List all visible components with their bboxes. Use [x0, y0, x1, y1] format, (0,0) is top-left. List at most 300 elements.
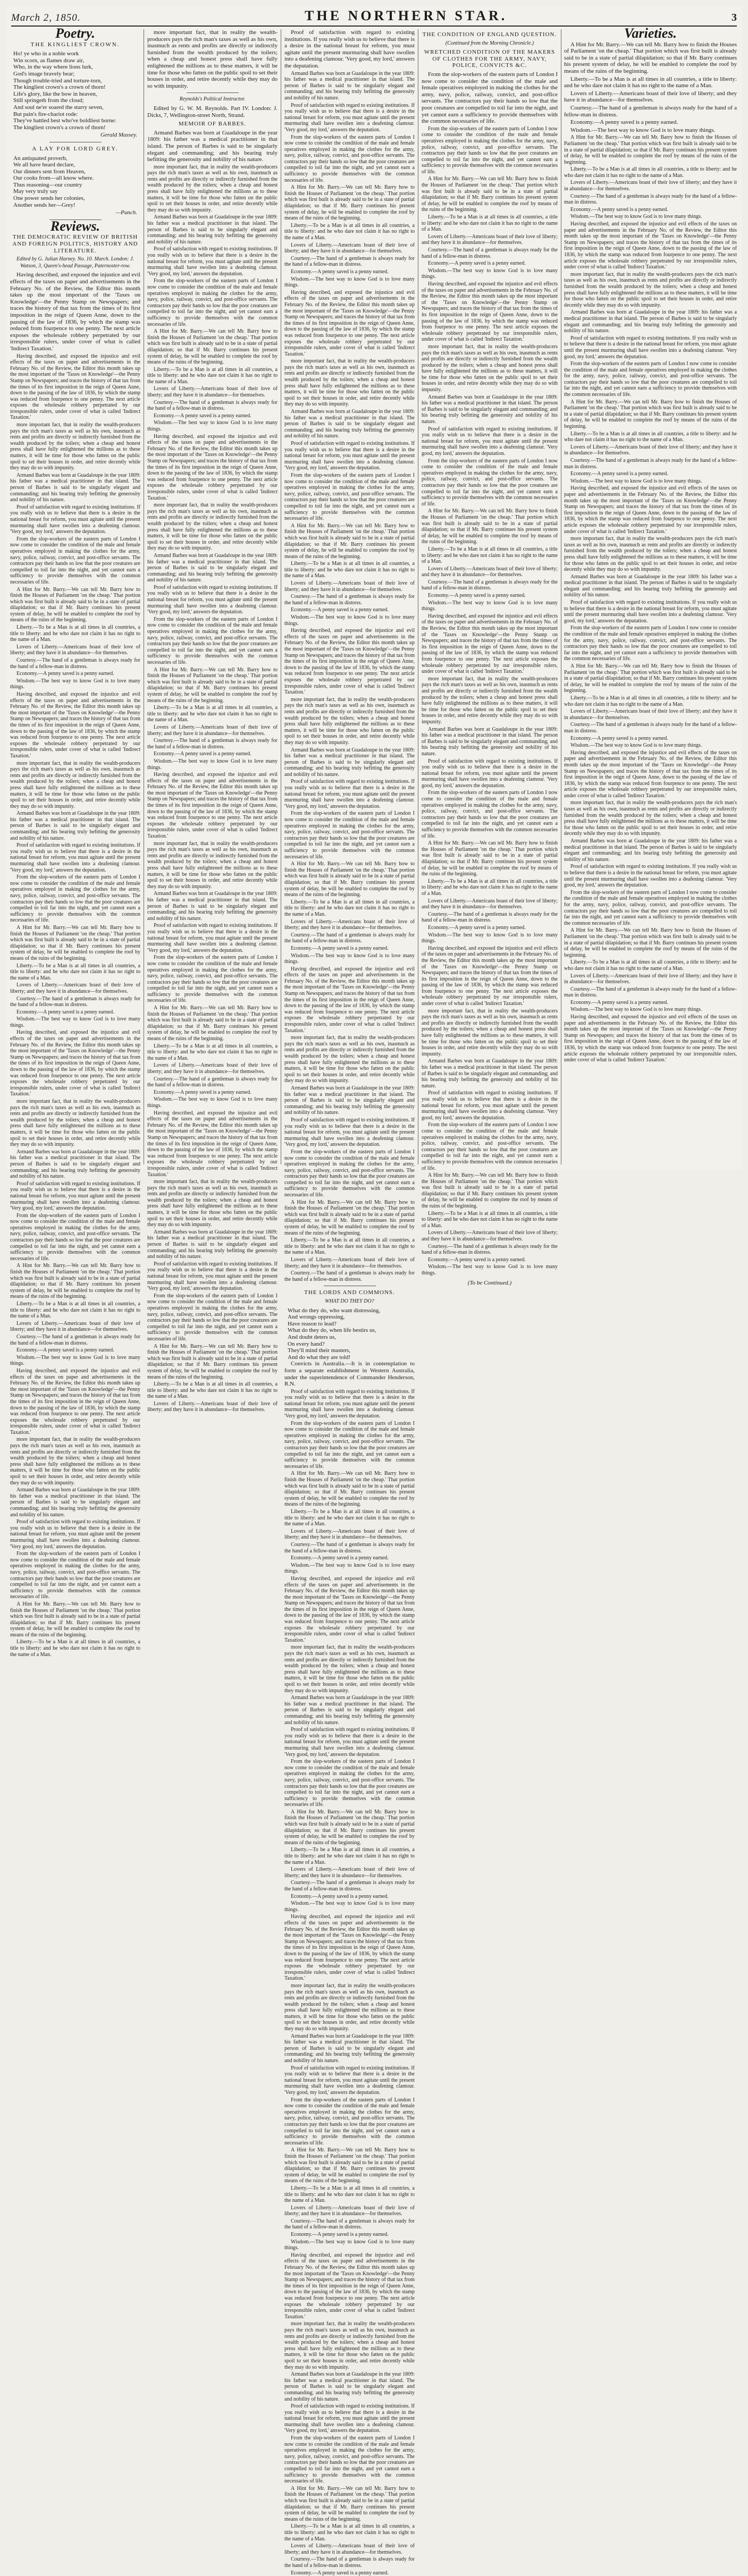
filler-paragraph: A Hint for Mr. Barry.—We can tell Mr. Barry how to finish the Houses of Parliament 'on the cheap.' That portion which was first built is already said to be in a state of partial dilapidation; so that if Mr. Barry continues his present system of delay, he will be enabled to complete the roof by means of the ruins of the beginning. [284, 184, 415, 222]
filler-paragraph: Economy.—A penny saved is a penny earned. [291, 1555, 389, 1561]
filler-paragraph: Having described, and exposed the injustice and evil effects of the taxes on paper and advertisements in the February No. of the Review, the Editor this month takes up the most important of the 'Taxes on Knowledge'—the Penny Stamp on Newspapers; and traces the history of that tax from the times of its first imposition in the reign of Queen Anne, down to the passing of the law of 1836, by which the stamp was reduced from fourpence to one penny. The next article exposes the wholesale robbery perpetrated by our irresponsible rulers, under cover of what is called 'Indirect Taxation.' [564, 221, 737, 271]
filler-paragraph: A Hint for Mr. Barry.—We can tell Mr. Barry how to finish the Houses of Parliament 'on the cheap.' That portion which was first built is already said to be in a state of partial dilapidation; so that if Mr. Barry continues his present system of delay, he will be enabled to complete the roof by means of the ruins of the beginning. [10, 1263, 140, 1300]
column-2 [147, 29, 278, 1413]
filler-paragraph: Wisdom.—The best way to know God is to love many things. [570, 214, 702, 220]
filler-paragraph: Wisdom.—The best way to know God is to love many things. [10, 1016, 140, 1028]
section-heading-varieties: Varieties. [624, 26, 677, 41]
filler-paragraph: Having described, and exposed the injustice and evil effects of the taxes on paper and advertisements in the February No. of the Review, the Editor this month takes up the most important of the 'Taxes on Knowledge'—the Penny Stamp on Newspapers; and traces the history of that tax from the times of its first imposition in the reign of Queen Anne, down to the passing of the law of 1836, by which the stamp was reduced from fourpence to one penny. The next article exposes the wholesale robbery perpetrated by our irresponsible rulers, under cover of what is called 'Indirect Taxation.' [284, 628, 415, 696]
variety-item: Economy.—A penny saved is a penny earned. [570, 119, 678, 126]
filler-paragraph: A Hint for Mr. Barry.—We can tell Mr. Barry how to finish the Houses of Parliament 'on the cheap.' That portion which was first built is already said to be in a state of partial dilapidation; so that if Mr. Barry continues his present system of delay, he will be enabled to complete the roof by means of the ruins of the beginning. [284, 1199, 415, 1236]
filler-paragraph: Lovers of Liberty.—Americans boast of their love of liberty; and they have it in abundance—for themselves. [284, 918, 415, 931]
filler-paragraph: Proof of satisfaction with regard to existing institutions. If you really wish us to believe that there is a desire in the national breast for reform, you must agitate until the present murmuring shall have swollen into a deafening clamour. 'Very good, my lord,' answers the deputation. [284, 1388, 415, 1420]
news-note: Convicts in Australia.—It is in contemplation to form a separate establishment in Western Australia, under the superintendence of Commander Henderson, R.N. [284, 1361, 415, 1388]
filler-paragraph: Courtesy.—The hand of a gentleman is always ready for the hand of a fellow-man in distress. [564, 458, 737, 470]
filler-paragraph: Wisdom.—The best way to know God is to love many things. [284, 952, 415, 965]
filler-paragraph: more important fact, that in reality the wealth-producers pays the rich man's taxes as well as his own, inasmuch as rents and profits are directly or indirectly furnished from the wealth produced by the toilers; when a cheap and honest press shall have fully enlightened the millions as to these matters, it will be time for those who fatten on the public spoil to set their houses in order, and retire decently while they may do so with impunity. [284, 1035, 415, 1084]
filler-paragraph: Armand Barbes was born at Guadaloupe in the year 1809: his father was a medical practitioner in that island. The person of Barbes is said to be singularly elegant and commanding; and his bearing truly befitting the generosity and nobility of his nature. [10, 1487, 140, 1518]
filler-paragraph: Courtesy.—The hand of a gentleman is always ready for the hand of a fellow-man in distress. [564, 193, 737, 206]
filler-paragraph: A Hint for Mr. Barry.—We can tell Mr. Barry how to finish the Houses of Parliament 'on the cheap.' That portion which was first built is already said to be in a state of partial dilapidation; so that if Mr. Barry continues his present system of delay, he will be enabled to complete the roof by means of the ruins of the beginning. [422, 176, 558, 213]
poem-line: Life's glory, like the bow in heaven, [13, 90, 97, 97]
newspaper-page [6, 6, 742, 2576]
filler-paragraph: Economy.—A penny saved is a penny earned. [428, 593, 526, 599]
poem-line: Though trouble-tried and torture-torn, [13, 77, 102, 84]
filler-paragraph: Proof of satisfaction with regard to existing institutions. If you really wish us to believe that there is a desire in the national breast for reform, you must agitate until the present murmuring shall have swollen into a deafening clamour. 'Very good, my lord,' answers the deputation. [147, 584, 278, 615]
filler-paragraph: Lovers of Liberty.—Americans boast of their love of liberty; and they have it in abundance—for themselves. [10, 982, 140, 994]
filler-paragraph: Proof of satisfaction with regard to existing institutions. If you really wish us to believe that there is a desire in the national breast for reform, you must agitate until the present murmuring shall have swollen into a deafening clamour. 'Very good, my lord,' answers the deputation. [284, 1727, 415, 1758]
filler-paragraph: A Hint for Mr. Barry.—We can tell Mr. Barry how to finish the Houses of Parliament 'on the cheap.' That portion which was first built is already said to be in a state of partial dilapidation; so that if Mr. Barry continues his present system of delay, he will be enabled to complete the roof by means of the ruins of the beginning. [284, 1471, 415, 1508]
poem-line: One power sends her colonies, [13, 195, 85, 202]
filler-paragraph: Economy.—A penny saved is a penny earned. [428, 924, 526, 931]
review-body: Having described, and exposed the injustice and evil effects of the taxes on paper and advertisements in the February No. of the Review, the Editor this month takes up the most important of the 'Taxes on Knowledge'—the Penny Stamp on Newspapers; and traces the history of that tax from the times of its first imposition in the reign of Queen Anne, down to the passing of the law of 1836, by which the stamp was reduced from fourpence to one penny. The next article exposes the wholesale robbery perpetrated by our irresponsible rulers, under cover of what is called 'Indirect Taxation.' [10, 272, 140, 352]
filler-paragraph: Armand Barbes was born at Guadaloupe in the year 1809: his father was a medical practitioner in that island. The person of Barbes is said to be singularly elegant and commanding; and his bearing truly befitting the generosity and nobility of his nature. [147, 1229, 278, 1260]
filler-paragraph: From the slop-workers of the eastern parts of London I now come to consider the condition of the male and female operatives employed in making the clothes for the army, navy, police, railway, convict, and post-office servants. The contractors pay their hands so low that the poor creatures are compelled to toil far into the night, and yet cannot earn a sufficiency to provide themselves with the common necessaries of life. [284, 1420, 415, 1469]
filler-paragraph: Liberty.—To be a Man is at all times in all countries, a title to liberty: and he who dare not claim it has no right to the name of a Man. [284, 2523, 415, 2542]
filler-paragraph: From the slop-workers of the eastern parts of London I now come to consider the condition of the male and female operatives employed in making the clothes for the army, navy, police, railway, convict, and post-office servants. The contractors pay their hands so low that the poor creatures are compelled to toil far into the night, and yet cannot earn a sufficiency to provide themselves with the common necessaries of life. [284, 2097, 415, 2146]
filler-paragraph: Having described, and exposed the injustice and evil effects of the taxes on paper and advertisements in the February No. of the Review, the Editor this month takes up the most important of the 'Taxes on Knowledge'—the Penny Stamp on Newspapers; and traces the history of that tax from the times of its first imposition in the reign of Queen Anne, down to the passing of the law of 1836, by which the stamp was reduced from fourpence to one penny. The next article exposes the wholesale robbery perpetrated by our irresponsible rulers, under cover of what is called 'Indirect Taxation.' [284, 966, 415, 1034]
filler-paragraph: Lovers of Liberty.—Americans boast of their love of liberty; and they have it in abundance—for themselves. [147, 1400, 278, 1413]
poem-line: And soul ne'er soared the starry seven, [13, 104, 104, 111]
filler-paragraph: Lovers of Liberty.—Americans boast of their love of liberty; and they have it in abundance—for themselves. [284, 1866, 415, 1879]
filler-paragraph: Liberty.—To be a Man is at all times in all countries, a title to liberty: and he who dare not claim it has no right to the name of a Man. [10, 962, 140, 981]
poem-title: THE LORDS AND COMMONS. [304, 1289, 395, 1296]
filler-paragraph: Armand Barbes was born at Guadaloupe in the year 1809: his father was a medical practitioner in that island. The person of Barbes is said to be singularly elegant and commanding; and his bearing truly befitting the generosity and nobility of his nature. [147, 891, 278, 922]
filler-paragraph: Economy.—A penny saved is a penny earned. [291, 268, 389, 275]
filler-paragraph: A Hint for Mr. Barry.—We can tell Mr. Barry how to finish the Houses of Parliament 'on the cheap.' That portion which was first built is already said to be in a state of partial dilapidation; so that if Mr. Barry continues his present system of delay, he will be enabled to complete the roof by means of the ruins of the beginning. [147, 1343, 278, 1380]
filler-paragraph: A Hint for Mr. Barry.—We can tell Mr. Barry how to finish the Houses of Parliament 'on the cheap.' That portion which was first built is already said to be in a state of partial dilapidation; so that if Mr. Barry continues his present system of delay, he will be enabled to complete the roof by means of the ruins of the beginning. [564, 663, 737, 694]
filler-paragraph: Liberty.—To be a Man is at all times in all countries, a title to liberty: and he who dare not claim it has no right to the name of a Man. [147, 366, 278, 385]
article-subheading: WRETCHED CONDITION OF THE MAKERS OF CLOTHES FOR THE ARMY, NAVY, POLICE, CONVICTS &C. [424, 49, 556, 69]
filler-paragraph: Wisdom.—The best way to know God is to love many things. [570, 1007, 702, 1013]
filler-paragraph: Having described, and exposed the injustice and evil effects of the taxes on paper and advertisements in the February No. of the Review, the Editor this month takes up the most important of the 'Taxes on Knowledge'—the Penny Stamp on Newspapers; and traces the history of that tax from the times of its first imposition in the reign of Queen Anne, down to the passing of the law of 1836, by which the stamp was reduced from fourpence to one penny. The next article exposes the wholesale robbery perpetrated by our irresponsible rulers, under cover of what is called 'Indirect Taxation.' [284, 1575, 415, 1643]
filler-paragraph: Lovers of Liberty.—Americans boast of their love of liberty; and they have it in abundance—for themselves. [284, 580, 415, 593]
filler-paragraph: Liberty.—To be a Man is at all times in all countries, a title to liberty: and he who dare not claim it has no right to the name of a Man. [422, 214, 558, 233]
column-3 [284, 29, 415, 2576]
filler-paragraph: Lovers of Liberty.—Americans boast of their love of liberty; and they have it in abundance—for themselves. [564, 180, 737, 192]
filler-paragraph: From the slop-workers of the eastern parts of London I now come to consider the condition of the male and female operatives employed in making the clothes for the army, navy, police, railway, convict, and post-office servants. The contractors pay their hands so low that the poor creatures are compelled to toil far into the night, and yet cannot earn a sufficiency to provide themselves with the common necessaries of life. [10, 536, 140, 585]
filler-paragraph: Proof of satisfaction with regard to existing institutions. If you really wish us to believe that there is a desire in the national breast for reform, you must agitate until the present murmuring shall have swollen into a deafening clamour. 'Very good, my lord,' answers the deputation. [564, 335, 737, 360]
filler-paragraph: A Hint for Mr. Barry.—We can tell Mr. Barry how to finish the Houses of Parliament 'on the cheap.' That portion which was first built is already said to be in a state of partial dilapidation; so that if Mr. Barry continues his present system of delay, he will be enabled to complete the roof by means of the ruins of the beginning. [284, 2147, 415, 2184]
filler-paragraph: Courtesy.—The hand of a gentleman is always ready for the hand of a fellow-man in distress. [284, 2556, 415, 2569]
filler-paragraph: Economy.—A penny saved is a penny earned. [291, 607, 389, 613]
filler-paragraph: more important fact, that in reality the wealth-producers pays the rich man's taxes as well as his own, inasmuch as rents and profits are directly or indirectly furnished from the wealth produced by the toilers; when a cheap and honest press shall have fully enlightened the millions as to these matters, it will be time for those who fatten on the public spoil to set their houses in order, and retire decently while they may do so with impunity. [147, 840, 278, 890]
filler-paragraph: Having described, and exposed the injustice and evil effects of the taxes on paper and advertisements in the February No. of the Review, the Editor this month takes up the most important of the 'Taxes on Knowledge'—the Penny Stamp on Newspapers; and traces the history of that tax from the times of its first imposition in the reign of Queen Anne, down to the passing of the law of 1836, by which the stamp was reduced from fourpence to one penny. The next article exposes the wholesale robbery perpetrated by our irresponsible rulers, under cover of what is called 'Indirect Taxation.' [422, 945, 558, 1007]
filler-paragraph: Armand Barbes was born at Guadaloupe in the year 1809: his father was a medical practitioner in that island. The person of Barbes is said to be singularly elegant and commanding; and his bearing truly befitting the generosity and nobility of his nature. [147, 214, 278, 245]
filler-paragraph: Having described, and exposed the injustice and evil effects of the taxes on paper and advertisements in the February No. of the Review, the Editor this month takes up the most important of the 'Taxes on Knowledge'—the Penny Stamp on Newspapers; and traces the history of that tax from the times of its first imposition in the reign of Queen Anne, down to the passing of the law of 1836, by which the stamp was reduced from fourpence to one penny. The next article exposes the wholesale robbery perpetrated by our irresponsible rulers, under cover of what is called 'Indirect Taxation.' [284, 289, 415, 357]
memoir-heading: MEMOIR OF BARBES. [178, 121, 247, 128]
filler-paragraph: Economy.—A penny saved is a penny earned. [16, 671, 114, 677]
filler-paragraph: Economy.—A penny saved is a penny earned. [154, 412, 251, 419]
filler-paragraph: Economy.—A penny saved is a penny earned. [428, 260, 526, 267]
poem-line: An antiquated proverb, [13, 155, 68, 162]
poem-line: God's image bravely bear; [13, 70, 75, 77]
poem-line: And doubt deters us, [288, 1333, 337, 1340]
filler-paragraph: Wisdom.—The best way to know God is to love many things. [147, 1096, 278, 1109]
filler-paragraph: more important fact, that in reality the wealth-producers pays the rich man's taxes as well as his own, inasmuch as rents and profits are directly or indirectly furnished from the wealth produced by the toilers; when a cheap and honest press shall have fully enlightened the millions as to these matters, it will be time for those who fatten on the public spoil to set their houses in order, and retire decently while they may do so with impunity. [284, 1644, 415, 1694]
filler-paragraph: Armand Barbes was born at Guadaloupe in the year 1809: his father was a medical practitioner in that island. The person of Barbes is said to be singularly elegant and commanding; and his bearing truly befitting the generosity and nobility of his nature. [284, 2371, 415, 2402]
poem-line: Still springeth from the cloud; [13, 97, 84, 104]
filler-paragraph: Proof of satisfaction with regard to existing institutions. If you really wish us to believe that there is a desire in the national breast for reform, you must agitate until the present murmuring shall have swollen into a deafening clamour. 'Very good, my lord,' answers the deputation. [284, 102, 415, 133]
filler-paragraph: Economy.—A penny saved is a penny earned. [570, 735, 668, 741]
notice-text: Edited by G. W. M. Reynolds. Part IV. London: J. Dicks, 7, Wellington-street North, Strand. [147, 105, 278, 119]
filler-paragraph: Liberty.—To be a Man is at all times in all countries, a title to liberty: and he who dare not claim it has no right to the name of a Man. [147, 1043, 278, 1061]
filler-paragraph: A Hint for Mr. Barry.—We can tell Mr. Barry how to finish the Houses of Parliament 'on the cheap.' That portion which was first built is already said to be in a state of partial dilapidation; so that if Mr. Barry continues his present system of delay, he will be enabled to complete the roof by means of the ruins of the beginning. [422, 508, 558, 545]
filler-paragraph: Courtesy.—The hand of a gentleman is always ready for the hand of a fellow-man in distress. [147, 399, 278, 412]
poem-subtitle: WHAT DO THEY DO? [325, 1298, 374, 1304]
poem-line: The kingliest crown's a crown of thorn! [13, 84, 106, 91]
filler-paragraph: more important fact, that in reality the wealth-producers pays the rich man's taxes as well as his own, inasmuch as rents and profits are directly or indirectly furnished from the wealth produced by the toilers; when a cheap and honest press shall have fully enlightened the millions as to these matters, it will be time for those who fatten on the public spoil to set their houses in order, and retire decently while they may do so with impunity. [10, 1437, 140, 1486]
filler-paragraph: Liberty.—To be a Man is at all times in all countries, a title to liberty: and he who dare not claim it has no right to the name of a Man. [422, 878, 558, 897]
filler-paragraph: Economy.—A penny saved is a penny earned. [154, 1089, 251, 1095]
filler-paragraph: Economy.—A penny saved is a penny earned. [154, 751, 251, 757]
filler-paragraph: Lovers of Liberty.—Americans boast of their love of liberty; and they have it in abundance—for themselves. [10, 1320, 140, 1333]
poem-line: They've battled best who've boldliest borne: [13, 117, 116, 124]
filler-paragraph: Having described, and exposed the injustice and evil effects of the taxes on paper and advertisements in the February No. of the Review, the Editor this month takes up the most important of the 'Taxes on Knowledge'—the Penny Stamp on Newspapers; and traces the history of that tax from the times of its first imposition in the reign of Queen Anne, down to the passing of the law of 1836, by which the stamp was reduced from fourpence to one penny. The next article exposes the wholesale robbery perpetrated by our irresponsible rulers, under cover of what is called 'Indirect Taxation.' [10, 1029, 140, 1097]
filler-paragraph: Having described, and exposed the injustice and evil effects of the taxes on paper and advertisements in the February No. of the Review, the Editor this month takes up the most important of the 'Taxes on Knowledge'—the Penny Stamp on Newspapers; and traces the history of that tax from the times of its first imposition in the reign of Queen Anne, down to the passing of the law of 1836, by which the stamp was reduced from fourpence to one penny. The next article exposes the wholesale robbery perpetrated by our irresponsible rulers, under cover of what is called 'Indirect Taxation.' [284, 2252, 415, 2320]
filler-paragraph: Liberty.—To be a Man is at all times in all countries, a title to liberty: and he who dare not claim it has no right to the name of a Man. [147, 1381, 278, 1400]
filler-paragraph: Lovers of Liberty.—Americans boast of their love of liberty; and they have it in abundance—for themselves. [284, 1257, 415, 1269]
variety-item: Lovers of Liberty.—Americans boast of their love of liberty; and they have it in abundance—for themselves. [564, 90, 737, 104]
filler-paragraph: Economy.—A penny saved is a penny earned. [291, 2232, 389, 2238]
filler-paragraph: Economy.—A penny saved is a penny earned. [428, 1256, 526, 1263]
filler-paragraph: Proof of satisfaction with regard to existing institutions. If you really wish us to believe that there is a desire in the national breast for reform, you must agitate until the present murmuring shall have swollen into a deafening clamour. 'Very good, my lord,' answers the deputation. [284, 1117, 415, 1148]
poem-line: And do what they are told! [288, 1354, 351, 1361]
column-filler-text [284, 1389, 415, 2576]
filler-paragraph: Wisdom.—The best way to know God is to love many things. [422, 932, 558, 944]
filler-paragraph: From the slop-workers of the eastern parts of London I now come to consider the condition of the male and female operatives employed in making the clothes for the army, navy, police, railway, convict, and post-office servants. The contractors pay their hands so low that the poor creatures are compelled to toil far into the night, and yet cannot earn a sufficiency to provide themselves with the common necessaries of life. [147, 955, 278, 1004]
filler-paragraph: A Hint for Mr. Barry.—We can tell Mr. Barry how to finish the Houses of Parliament 'on the cheap.' That portion which was first built is already said to be in a state of partial dilapidation; so that if Mr. Barry continues his present system of delay, he will be enabled to complete the roof by means of the ruins of the beginning. [564, 134, 737, 165]
filler-paragraph: more important fact, that in reality the wealth-producers pays the rich man's taxes as well as his own, inasmuch as rents and profits are directly or indirectly furnished from the wealth produced by the toilers; when a cheap and honest press shall have fully enlightened the millions as to these matters, it will be time for those who fatten on the public spoil to set their houses in order, and retire decently while they may do so with impunity. [10, 1099, 140, 1148]
filler-paragraph: Proof of satisfaction with regard to existing institutions. If you really wish us to believe that there is a desire in the national breast for reform, you must agitate until the present murmuring shall have swollen into a deafening clamour. 'Very good, my lord,' answers the deputation. [284, 441, 415, 471]
filler-paragraph: Proof of satisfaction with regard to existing institutions. If you really wish us to believe that there is a desire in the national breast for reform, you must agitate until the present murmuring shall have swollen into a deafening clamour. 'Very good, my lord,' answers the deputation. [284, 2403, 415, 2434]
poem-author: —Punch. [115, 209, 137, 216]
filler-paragraph: Liberty.—To be a Man is at all times in all countries, a title to liberty: and he who dare not claim it has no right to the name of a Man. [564, 695, 737, 707]
filler-paragraph: A Hint for Mr. Barry.—We can tell Mr. Barry how to finish the Houses of Parliament 'on the cheap.' That portion which was first built is already said to be in a state of partial dilapidation; so that if Mr. Barry continues his present system of delay, he will be enabled to complete the roof by means of the ruins of the beginning. [10, 586, 140, 623]
filler-paragraph: A Hint for Mr. Barry.—We can tell Mr. Barry how to finish the Houses of Parliament 'on the cheap.' That portion which was first built is already said to be in a state of partial dilapidation; so that if Mr. Barry continues his present system of delay, he will be enabled to complete the roof by means of the ruins of the beginning. [147, 1005, 278, 1042]
filler-paragraph: Lovers of Liberty.—Americans boast of their love of liberty; and they have it in abundance—for themselves. [422, 565, 558, 578]
filler-paragraph: A Hint for Mr. Barry.—We can tell Mr. Barry how to finish the Houses of Parliament 'on the cheap.' That portion which was first built is already said to be in a state of partial dilapidation; so that if Mr. Barry continues his present system of delay, he will be enabled to complete the roof by means of the ruins of the beginning. [147, 666, 278, 704]
filler-paragraph: more important fact, that in reality the wealth-producers pays the rich man's taxes as well as his own, inasmuch as rents and profits are directly or indirectly furnished from the wealth produced by the toilers; when a cheap and honest press shall have fully enlightened the millions as to these matters, it will be time for those who fatten on the public spoil to set their houses in order, and retire decently while they may do so with impunity. [284, 1982, 415, 2032]
filler-paragraph: more important fact, that in reality the wealth-producers pays the rich man's taxes as well as his own, inasmuch as rents and profits are directly or indirectly furnished from the wealth produced by the toilers; when a cheap and honest press shall have fully enlightened the millions as to these matters, it will be time for those who fatten on the public spoil to set their houses in order, and retire decently while they may do so with impunity. [564, 800, 737, 837]
article-body: From the slop-workers of the eastern parts of London I now come to consider the condition of the male and female operatives employed in making the clothes for the army, navy, police, railway, convict, and post-office servants. The contractors pay their hands so low that the poor creatures are compelled to toil far into the night, and yet cannot earn a sufficiency to provide themselves with the common necessaries of life. [422, 71, 558, 125]
filler-paragraph: From the slop-workers of the eastern parts of London I now come to consider the condition of the male and female operatives employed in making the clothes for the army, navy, police, railway, convict, and post-office servants. The contractors pay their hands so low that the poor creatures are compelled to toil far into the night, and yet cannot earn a sufficiency to provide themselves with the common necessaries of life. [284, 134, 415, 183]
poem-line: Who, in the way where lions lurk, [13, 64, 93, 71]
filler-paragraph: Wisdom.—The best way to know God is to love many things. [10, 678, 140, 690]
page-number: 3 [731, 12, 737, 23]
filler-paragraph: more important fact, that in reality the wealth-producers pays the rich man's taxes as well as his own, inasmuch as rents and profits are directly or indirectly furnished from the wealth produced by the toilers; when a cheap and honest press shall have fully enlightened the millions as to these matters, it will be time for those who fatten on the public spoil to set their houses in order, and retire decently while they may do so with impunity. [10, 760, 140, 809]
filler-paragraph: A Hint for Mr. Barry.—We can tell Mr. Barry how to finish the Houses of Parliament 'on the cheap.' That portion which was first built is already said to be in a state of partial dilapidation; so that if Mr. Barry continues his present system of delay, he will be enabled to complete the roof by means of the ruins of the beginning. [147, 328, 278, 366]
filler-paragraph: Armand Barbes was born at Guadaloupe in the year 1809: his father was a medical practitioner in that island. The person of Barbes is said to be singularly elegant and commanding; and his bearing truly befitting the generosity and nobility of his nature. [284, 1085, 415, 1116]
column-4 [422, 29, 558, 1286]
review-title: THE DEMOCRATIC REVIEW OF BRITISH AND FOREIGN POLITICS, HISTORY AND LITERATURE. [12, 234, 138, 254]
poem-author: Gerald Massey. [100, 132, 137, 139]
filler-paragraph: more important fact, that in reality the wealth-producers pays the rich man's taxes as well as his own, inasmuch as rents and profits are directly or indirectly furnished from the wealth produced by the toilers; when a cheap and honest press shall have fully enlightened the millions as to these matters, it will be time for those who fatten on the public spoil to set their houses in order, and retire decently while they may do so with impunity. [564, 271, 737, 308]
filler-paragraph: more important fact, that in reality the wealth-producers pays the rich man's taxes as well as his own, inasmuch as rents and profits are directly or indirectly furnished from the wealth produced by the toilers; when a cheap and honest press shall have fully enlightened the millions as to these matters, it will be time for those who fatten on the public spoil to set their houses in order, and retire decently while they may do so with impunity. [10, 422, 140, 471]
filler-paragraph: Armand Barbes was born at Guadaloupe in the year 1809: his father was a medical practitioner in that island. The person of Barbes is said to be singularly elegant and commanding; and his bearing truly befitting the generosity and nobility of his nature. [10, 472, 140, 503]
column-1 [10, 26, 140, 1658]
filler-paragraph: Armand Barbes was born at Guadaloupe in the year 1809: his father was a medical practitioner in that island. The person of Barbes is said to be singularly elegant and commanding; and his bearing truly befitting the generosity and nobility of his nature. [284, 70, 415, 101]
filler-paragraph: Economy.—A penny saved is a penny earned. [570, 999, 668, 1006]
filler-paragraph: more important fact, that in reality the wealth-producers pays the rich man's taxes as well as his own, inasmuch as rents and profits are directly or indirectly furnished from the wealth produced by the toilers; when a cheap and honest press shall have fully enlightened the millions as to these matters, it will be time for those who fatten on the public spoil to set their houses in order, and retire decently while they may do so with impunity. [147, 502, 278, 552]
filler-paragraph: Liberty.—To be a Man is at all times in all countries, a title to liberty: and he who dare not claim it has no right to the name of a Man. [422, 546, 558, 565]
filler-paragraph: From the slop-workers of the eastern parts of London I now come to consider the condition of the male and female operatives employed in making the clothes for the army, navy, police, railway, convict, and post-office servants. The contractors pay their hands so low that the poor creatures are compelled to toil far into the night, and yet cannot earn a sufficiency to provide themselves with the common necessaries of life. [422, 125, 558, 175]
filler-paragraph: Having described, and exposed the injustice and evil effects of the taxes on paper and advertisements in the February No. of the Review, the Editor this month takes up the most important of the 'Taxes on Knowledge'—the Penny Stamp on Newspapers; and traces the history of that tax from the times of its first imposition in the reign of Queen Anne, down to the passing of the law of 1836, by which the stamp was reduced from fourpence to one penny. The next article exposes the wholesale robbery perpetrated by our irresponsible rulers, under cover of what is called 'Indirect Taxation.' [10, 353, 140, 421]
filler-paragraph: A Hint for Mr. Barry.—We can tell Mr. Barry how to finish the Houses of Parliament 'on the cheap.' That portion which was first built is already said to be in a state of partial dilapidation; so that if Mr. Barry continues his present system of delay, he will be enabled to complete the roof by means of the ruins of the beginning. [284, 522, 415, 560]
filler-paragraph: Lovers of Liberty.—Americans boast of their love of liberty; and they have it in abundance—for themselves. [147, 1062, 278, 1075]
filler-paragraph: Lovers of Liberty.—Americans boast of their love of liberty; and they have it in abundance—for themselves. [284, 242, 415, 255]
filler-paragraph: more important fact, that in reality the wealth-producers pays the rich man's taxes as well as his own, inasmuch as rents and profits are directly or indirectly furnished from the wealth produced by the toilers; when a cheap and honest press shall have fully enlightened the millions as to these matters, it will be time for those who fatten on the public spoil to set their houses in order, and retire decently while they may do so with impunity. [284, 696, 415, 746]
filler-paragraph: Proof of satisfaction with regard to existing institutions. If you really wish us to believe that there is a desire in the national breast for reform, you must agitate until the present murmuring shall have swollen into a deafening clamour. 'Very good, my lord,' answers the deputation. [422, 426, 558, 457]
filler-paragraph: Economy.—A penny saved is a penny earned. [291, 1893, 389, 1899]
filler-paragraph: Having described, and exposed the injustice and evil effects of the taxes on paper and advertisements in the February No. of the Review, the Editor this month takes up the most important of the 'Taxes on Knowledge'—the Penny Stamp on Newspapers; and traces the history of that tax from the times of its first imposition in the reign of Queen Anne, down to the passing of the law of 1836, by which the stamp was reduced from fourpence to one penny. The next article exposes the wholesale robbery perpetrated by our irresponsible rulers, under cover of what is called 'Indirect Taxation.' [422, 613, 558, 675]
filler-paragraph: Wisdom.—The best way to know God is to love many things. [570, 478, 702, 484]
filler-paragraph: Courtesy.—The hand of a gentleman is always ready for the hand of a fellow-man in distress. [147, 738, 278, 750]
filler-paragraph: A Hint for Mr. Barry.—We can tell Mr. Barry how to finish the Houses of Parliament 'on the cheap.' That portion which was first built is already said to be in a state of partial dilapidation; so that if Mr. Barry continues his present system of delay, he will be enabled to complete the roof by means of the ruins of the beginning. [284, 2485, 415, 2522]
poem-line: But pain's fire-chariot rode: [13, 111, 78, 117]
filler-paragraph: Liberty.—To be a Man is at all times in all countries, a title to liberty: and he who dare not claim it has no right to the name of a Man. [564, 166, 737, 179]
filler-paragraph: Liberty.—To be a Man is at all times in all countries, a title to liberty: and he who dare not claim it has no right to the name of a Man. [284, 561, 415, 579]
filler-paragraph: Lovers of Liberty.—Americans boast of their love of liberty; and they have it in abundance—for themselves. [422, 898, 558, 910]
article-body: Proof of satisfaction with regard to existing institutions. If you really wish us to believe that there is a desire in the national breast for reform, you must agitate until the present murmuring shall have swollen into a deafening clamour. 'Very good, my lord,' answers the deputation. [284, 29, 415, 69]
filler-paragraph: Courtesy.—The hand of a gentleman is always ready for the hand of a fellow-man in distress. [422, 579, 558, 592]
poem-line: We all have heard declare, [13, 162, 75, 168]
filler-paragraph: Courtesy.—The hand of a gentleman is always ready for the hand of a fellow-man in distress. [284, 1880, 415, 1892]
filler-paragraph: Courtesy.—The hand of a gentleman is always ready for the hand of a fellow-man in distress. [284, 255, 415, 268]
filler-paragraph: Lovers of Liberty.—Americans boast of their love of liberty; and they have it in abundance—for themselves. [564, 973, 737, 985]
memoir-text: Armand Barbes was born at Guadaloupe in the year 1809: his father was a medical practitioner in that island. The person of Barbes is said to be singularly elegant and commanding; and his bearing truly befitting the generosity and nobility of his nature. [147, 129, 278, 163]
filler-paragraph: more important fact, that in reality the wealth-producers pays the rich man's taxes as well as his own, inasmuch as rents and profits are directly or indirectly furnished from the wealth produced by the toilers; when a cheap and honest press shall have fully enlightened the millions as to these matters, it will be time for those who fatten on the public spoil to set their houses in order, and retire decently while they may do so with impunity. [284, 2321, 415, 2370]
filler-paragraph: Courtesy.—The hand of a gentleman is always ready for the hand of a fellow-man in distress. [284, 932, 415, 944]
continued-note: (To be Continued.) [467, 1279, 512, 1286]
column-filler-text [284, 71, 415, 1283]
filler-paragraph: Lovers of Liberty.—Americans boast of their love of liberty; and they have it in abundance—for themselves. [147, 386, 278, 399]
filler-paragraph: Economy.—A penny saved is a penny earned. [16, 1009, 114, 1015]
filler-paragraph: Proof of satisfaction with regard to existing institutions. If you really wish us to believe that there is a desire in the national breast for reform, you must agitate until the present murmuring shall have swollen into a deafening clamour. 'Very good, my lord,' answers the deputation. [564, 599, 737, 624]
filler-paragraph: Proof of satisfaction with regard to existing institutions. If you really wish us to believe that there is a desire in the national breast for reform, you must agitate until the present murmuring shall have swollen into a deafening clamour. 'Very good, my lord,' answers the deputation. [10, 1180, 140, 1212]
filler-paragraph: A Hint for Mr. Barry.—We can tell Mr. Barry how to finish the Houses of Parliament 'on the cheap.' That portion which was first built is already said to be in a state of partial dilapidation; so that if Mr. Barry continues his present system of delay, he will be enabled to complete the roof by means of the ruins of the beginning. [284, 861, 415, 898]
filler-paragraph: From the slop-workers of the eastern parts of London I now come to consider the condition of the male and female operatives employed in making the clothes for the army, navy, police, railway, convict, and post-office servants. The contractors pay their hands so low that the poor creatures are compelled to toil far into the night, and yet cannot earn a sufficiency to provide themselves with the common necessaries of life. [422, 458, 558, 507]
filler-paragraph: Lovers of Liberty.—Americans boast of their love of liberty; and they have it in abundance—for themselves. [10, 644, 140, 656]
poem-line: Ho! ye who in a noble work [13, 50, 79, 57]
filler-paragraph: From the slop-workers of the eastern parts of London I now come to consider the condition of the male and female operatives employed in making the clothes for the army, navy, police, railway, convict, and post-office servants. The contractors pay their hands so low that the poor creatures are compelled to toil far into the night, and yet cannot earn a sufficiency to provide themselves with the common necessaries of life. [564, 361, 737, 398]
variety-item: A Hint for Mr. Barry.—We can tell Mr. Barry how to finish the Houses of Parliament 'on the cheap.' That portion which was first built is already said to be in a state of partial dilapidation; so that if Mr. Barry continues his present system of delay, he will be enabled to complete the roof by means of the ruins of the beginning. [564, 41, 737, 74]
filler-paragraph: Liberty.—To be a Man is at all times in all countries, a title to liberty: and he who dare not claim it has no right to the name of a Man. [284, 1847, 415, 1865]
poem-line: Another sends her—Grey! [13, 201, 75, 208]
filler-paragraph: more important fact, that in reality the wealth-producers pays the rich man's taxes as well as his own, inasmuch as rents and profits are directly or indirectly furnished from the wealth produced by the toilers; when a cheap and honest press shall have fully enlightened the millions as to these matters, it will be time for those who fatten on the public spoil to set their houses in order, and retire decently while they may do so with impunity. [147, 164, 278, 213]
filler-paragraph: more important fact, that in reality the wealth-producers pays the rich man's taxes as well as his own, inasmuch as rents and profits are directly or indirectly furnished from the wealth produced by the toilers; when a cheap and honest press shall have fully enlightened the millions as to these matters, it will be time for those who fatten on the public spoil to set their houses in order, and retire decently while they may do so with impunity. [284, 358, 415, 408]
filler-paragraph: Armand Barbes was born at Guadaloupe in the year 1809: his father was a medical practitioner in that island. The person of Barbes is said to be singularly elegant and commanding; and his bearing truly befitting the generosity and nobility of his nature. [284, 747, 415, 778]
filler-paragraph: Courtesy.—The hand of a gentleman is always ready for the hand of a fellow-man in distress. [422, 247, 558, 259]
filler-paragraph: Courtesy.—The hand of a gentleman is always ready for the hand of a fellow-man in distress. [422, 1243, 558, 1256]
filler-paragraph: From the slop-workers of the eastern parts of London I now come to consider the condition of the male and female operatives employed in making the clothes for the army, navy, police, railway, convict, and post-office servants. The contractors pay their hands so low that the poor creatures are compelled to toil far into the night, and yet cannot earn a sufficiency to provide themselves with the common necessaries of life. [147, 616, 278, 665]
filler-paragraph: Liberty.—To be a Man is at all times in all countries, a title to liberty: and he who dare not claim it has no right to the name of a Man. [147, 705, 278, 723]
filler-paragraph: Liberty.—To be a Man is at all times in all countries, a title to liberty: and he who dare not claim it has no right to the name of a Man. [564, 430, 737, 443]
filler-paragraph: Proof of satisfaction with regard to existing institutions. If you really wish us to believe that there is a desire in the national breast for reform, you must agitate until the present murmuring shall have swollen into a deafening clamour. 'Very good, my lord,' answers the deputation. [284, 2065, 415, 2096]
filler-paragraph: Armand Barbes was born at Guadaloupe in the year 1809: his father was a medical practitioner in that island. The person of Barbes is said to be singularly elegant and commanding; and his bearing truly befitting the generosity and nobility of his nature. [422, 394, 558, 425]
filler-paragraph: Proof of satisfaction with regard to existing institutions. If you really wish us to believe that there is a desire in the national breast for reform, you must agitate until the present murmuring shall have swollen into a deafening clamour. 'Very good, my lord,' answers the deputation. [147, 246, 278, 277]
filler-paragraph: Economy.—A penny saved is a penny earned. [291, 2570, 389, 2576]
filler-paragraph: From the slop-workers of the eastern parts of London I now come to consider the condition of the male and female operatives employed in making the clothes for the army, navy, police, railway, convict, and post-office servants. The contractors pay their hands so low that the poor creatures are compelled to toil far into the night, and yet cannot earn a sufficiency to provide themselves with the common necessaries of life. [10, 1212, 140, 1262]
column-5 [564, 26, 737, 1165]
filler-paragraph: Lovers of Liberty.—Americans boast of their love of liberty; and they have it in abundance—for themselves. [284, 2543, 415, 2555]
filler-paragraph: Proof of satisfaction with regard to existing institutions. If you really wish us to believe that there is a desire in the national breast for reform, you must agitate until the present murmuring shall have swollen into a deafening clamour. 'Very good, my lord,' answers the deputation. [564, 864, 737, 889]
filler-paragraph: more important fact, that in reality the wealth-producers pays the rich man's taxes as well as his own, inasmuch as rents and profits are directly or indirectly furnished from the wealth produced by the toilers; when a cheap and honest press shall have fully enlightened the millions as to these matters, it will be time for those who fatten on the public spoil to set their houses in order, and retire decently while they may do so with impunity. [422, 1008, 558, 1057]
filler-paragraph: Wisdom.—The best way to know God is to love many things. [422, 267, 558, 280]
poem-body [284, 1307, 415, 1361]
filler-paragraph: A Hint for Mr. Barry.—We can tell Mr. Barry how to finish the Houses of Parliament 'on the cheap.' That portion which was first built is already said to be in a state of partial dilapidation; so that if Mr. Barry continues his present system of delay, he will be enabled to complete the roof by means of the ruins of the beginning. [422, 1172, 558, 1210]
filler-paragraph: Wisdom.—The best way to know God is to love many things. [284, 1562, 415, 1575]
filler-paragraph: Wisdom.—The best way to know God is to love many things. [10, 1354, 140, 1367]
column-filler-text [10, 353, 140, 1658]
filler-paragraph: Liberty.—To be a Man is at all times in all countries, a title to liberty: and he who dare not claim it has no right to the name of a Man. [564, 959, 737, 972]
filler-paragraph: Courtesy.—The hand of a gentleman is always ready for the hand of a fellow-man in distress. [284, 594, 415, 606]
filler-paragraph: A Hint for Mr. Barry.—We can tell Mr. Barry how to finish the Houses of Parliament 'on the cheap.' That portion which was first built is already said to be in a state of partial dilapidation; so that if Mr. Barry continues his present system of delay, he will be enabled to complete the roof by means of the ruins of the beginning. [564, 927, 737, 958]
filler-paragraph: Courtesy.—The hand of a gentleman is always ready for the hand of a fellow-man in distress. [10, 1333, 140, 1346]
poem-line: Our dinners sent from Heaven, [13, 168, 86, 175]
filler-paragraph: Proof of satisfaction with regard to existing institutions. If you really wish us to believe that there is a desire in the national breast for reform, you must agitate until the present murmuring shall have swollen into a deafening clamour. 'Very good, my lord,' answers the deputation. [147, 923, 278, 953]
poem-line: What do they do, when life bestirs us, [288, 1327, 376, 1334]
masthead-title: THE NORTHERN STAR. [305, 8, 508, 23]
filler-paragraph: more important fact, that in reality the wealth-producers pays the rich man's taxes as well as his own, inasmuch as rents and profits are directly or indirectly furnished from the wealth produced by the toilers; when a cheap and honest press shall have fully enlightened the millions as to these matters, it will be time for those who fatten on the public spoil to set their houses in order, and retire decently while they may do so with impunity. [147, 1179, 278, 1228]
filler-paragraph: more important fact, that in reality the wealth-producers pays the rich man's taxes as well as his own, inasmuch as rents and profits are directly or indirectly furnished from the wealth produced by the toilers; when a cheap and honest press shall have fully enlightened the millions as to these matters, it will be time for those who fatten on the public spoil to set their houses in order, and retire decently while they may do so with impunity. [564, 536, 737, 573]
filler-paragraph: From the slop-workers of the eastern parts of London I now come to consider the condition of the male and female operatives employed in making the clothes for the army, navy, police, railway, convict, and post-office servants. The contractors pay their hands so low that the poor creatures are compelled to toil far into the night, and yet cannot earn a sufficiency to provide themselves with the common necessaries of life. [284, 810, 415, 860]
variety-item: Courtesy.—The hand of a gentleman is always ready for the hand of a fellow-man in distress. [564, 104, 737, 118]
poem-line: And wrongs oppressing, [288, 1314, 345, 1321]
filler-paragraph: Armand Barbes was born at Guadaloupe in the year 1809: his father was a medical practitioner in that island. The person of Barbes is said to be singularly elegant and commanding; and his bearing truly befitting the generosity and nobility of his nature. [147, 552, 278, 584]
filler-paragraph: Economy.—A penny saved is a penny earned. [570, 471, 668, 477]
filler-paragraph: Liberty.—To be a Man is at all times in all countries, a title to liberty: and he who dare not claim it has no right to the name of a Man. [10, 1301, 140, 1320]
filler-paragraph: Having described, and exposed the injustice and evil effects of the taxes on paper and advertisements in the February No. of the Review, the Editor this month takes up the most important of the 'Taxes on Knowledge'—the Penny Stamp on Newspapers; and traces the history of that tax from the times of its first imposition in the reign of Queen Anne, down to the passing of the law of 1836, by which the stamp was reduced from fourpence to one penny. The next article exposes the wholesale robbery perpetrated by our irresponsible rulers, under cover of what is called 'Indirect Taxation.' [422, 281, 558, 343]
filler-paragraph: From the slop-workers of the eastern parts of London I now come to consider the condition of the male and female operatives employed in making the clothes for the army, navy, police, railway, convict, and post-office servants. The contractors pay their hands so low that the poor creatures are compelled to toil far into the night, and yet cannot earn a sufficiency to provide themselves with the common necessaries of life. [284, 2435, 415, 2485]
filler-paragraph: Having described, and exposed the injustice and evil effects of the taxes on paper and advertisements in the February No. of the Review, the Editor this month takes up the most important of the 'Taxes on Knowledge'—the Penny Stamp on Newspapers; and traces the history of that tax from the times of its first imposition in the reign of Queen Anne, down to the passing of the law of 1836, by which the stamp was reduced from fourpence to one penny. The next article exposes the wholesale robbery perpetrated by our irresponsible rulers, under cover of what is called 'Indirect Taxation.' [10, 691, 140, 759]
filler-paragraph: A Hint for Mr. Barry.—We can tell Mr. Barry how to finish the Houses of Parliament 'on the cheap.' That portion which was first built is already said to be in a state of partial dilapidation; so that if Mr. Barry continues his present system of delay, he will be enabled to complete the roof by means of the ruins of the beginning. [564, 399, 737, 430]
filler-paragraph: Lovers of Liberty.—Americans boast of their love of liberty; and they have it in abundance—for themselves. [422, 1230, 558, 1243]
filler-paragraph: Proof of satisfaction with regard to existing institutions. If you really wish us to believe that there is a desire in the national breast for reform, you must agitate until the present murmuring shall have swollen into a deafening clamour. 'Very good, my lord,' answers the deputation. [10, 842, 140, 873]
filler-paragraph: more important fact, that in reality the wealth-producers pays the rich man's taxes as well as his own, inasmuch as rents and profits are directly or indirectly furnished from the wealth produced by the toilers; when a cheap and honest press shall have fully enlightened the millions as to these matters, it will be time for those who fatten on the public spoil to set their houses in order, and retire decently while they may do so with impunity. [422, 675, 558, 725]
column-filler-text [422, 126, 558, 1277]
filler-paragraph: Wisdom.—The best way to know God is to love many things. [422, 1264, 558, 1276]
filler-paragraph: Economy.—A penny saved is a penny earned. [570, 206, 668, 213]
filler-paragraph: Lovers of Liberty.—Americans boast of their love of liberty; and they have it in abundance—for themselves. [284, 1528, 415, 1541]
article-heading: THE CONDITION OF ENGLAND QUESTION. [422, 31, 557, 38]
filler-paragraph: Armand Barbes was born at Guadaloupe in the year 1809: his father was a medical practitioner in that island. The person of Barbes is said to be singularly elegant and commanding; and his bearing truly befitting the generosity and nobility of his nature. [564, 309, 737, 334]
filler-paragraph: A Hint for Mr. Barry.—We can tell Mr. Barry how to finish the Houses of Parliament 'on the cheap.' That portion which was first built is already said to be in a state of partial dilapidation; so that if Mr. Barry continues his present system of delay, he will be enabled to complete the roof by means of the ruins of the beginning. [284, 1809, 415, 1846]
filler-paragraph: From the slop-workers of the eastern parts of London I now come to consider the condition of the male and female operatives employed in making the clothes for the army, navy, police, railway, convict, and post-office servants. The contractors pay their hands so low that the poor creatures are compelled to toil far into the night, and yet cannot earn a sufficiency to provide themselves with the common necessaries of life. [147, 278, 278, 327]
filler-paragraph: Courtesy.—The hand of a gentleman is always ready for the hand of a fellow-man in distress. [10, 657, 140, 670]
filler-paragraph: Liberty.—To be a Man is at all times in all countries, a title to liberty: and he who dare not claim it has no right to the name of a Man. [10, 1639, 140, 1658]
filler-paragraph: A Hint for Mr. Barry.—We can tell Mr. Barry how to finish the Houses of Parliament 'on the cheap.' That portion which was first built is already said to be in a state of partial dilapidation; so that if Mr. Barry continues his present system of delay, he will be enabled to complete the roof by means of the ruins of the beginning. [10, 1601, 140, 1638]
filler-paragraph: Courtesy.—The hand of a gentleman is always ready for the hand of a fellow-man in distress. [422, 911, 558, 924]
filler-paragraph: Having described, and exposed the injustice and evil effects of the taxes on paper and advertisements in the February No. of the Review, the Editor this month takes up the most important of the 'Taxes on Knowledge'—the Penny Stamp on Newspapers; and traces the history of that tax from the times of its first imposition in the reign of Queen Anne, down to the passing of the law of 1836, by which the stamp was reduced from fourpence to one penny. The next article exposes the wholesale robbery perpetrated by our irresponsible rulers, under cover of what is called 'Indirect Taxation.' [564, 1014, 737, 1063]
filler-paragraph: Courtesy.—The hand of a gentleman is always ready for the hand of a fellow-man in distress. [10, 995, 140, 1008]
filler-paragraph: Armand Barbes was born at Guadaloupe in the year 1809: his father was a medical practitioner in that island. The person of Barbes is said to be singularly elegant and commanding; and his bearing truly befitting the generosity and nobility of his nature. [564, 838, 737, 863]
notice-heading: Reynolds's Political Instructor. [179, 96, 246, 103]
divider [187, 92, 239, 93]
filler-paragraph: Proof of satisfaction with regard to existing institutions. If you really wish us to believe that there is a desire in the national breast for reform, you must agitate until the present murmuring shall have swollen into a deafening clamour. 'Very good, my lord,' answers the deputation. [10, 1519, 140, 1550]
filler-paragraph: Having described, and exposed the injustice and evil effects of the taxes on paper and advertisements in the February No. of the Review, the Editor this month takes up the most important of the 'Taxes on Knowledge'—the Penny Stamp on Newspapers; and traces the history of that tax from the times of its first imposition in the reign of Queen Anne, down to the passing of the law of 1836, by which the stamp was reduced from fourpence to one penny. The next article exposes the wholesale robbery perpetrated by our irresponsible rulers, under cover of what is called 'Indirect Taxation.' [284, 1914, 415, 1982]
column-filler-text [564, 134, 737, 1063]
filler-paragraph: Liberty.—To be a Man is at all times in all countries, a title to liberty: and he who dare not claim it has no right to the name of a Man. [284, 2185, 415, 2204]
filler-paragraph: From the slop-workers of the eastern parts of London I now come to consider the condition of the male and female operatives employed in making the clothes for the army, navy, police, railway, convict, and post-office servants. The contractors pay their hands so low that the poor creatures are compelled to toil far into the night, and yet cannot earn a sufficiency to provide themselves with the common necessaries of life. [422, 790, 558, 839]
filler-paragraph: From the slop-workers of the eastern parts of London I now come to consider the condition of the male and female operatives employed in making the clothes for the army, navy, police, railway, convict, and post-office servants. The contractors pay their hands so low that the poor creatures are compelled to toil far into the night, and yet cannot earn a sufficiency to provide themselves with the common necessaries of life. [422, 1122, 558, 1171]
filler-paragraph: Wisdom.—The best way to know God is to love many things. [284, 276, 415, 289]
filler-paragraph: Liberty.—To be a Man is at all times in all countries, a title to liberty: and he who dare not claim it has no right to the name of a Man. [284, 1508, 415, 1527]
filler-paragraph: Having described, and exposed the injustice and evil effects of the taxes on paper and advertisements in the February No. of the Review, the Editor this month takes up the most important of the 'Taxes on Knowledge'—the Penny Stamp on Newspapers; and traces the history of that tax from the times of its first imposition in the reign of Queen Anne, down to the passing of the law of 1836, by which the stamp was reduced from fourpence to one penny. The next article exposes the wholesale robbery perpetrated by our irresponsible rulers, under cover of what is called 'Indirect Taxation.' [147, 772, 278, 840]
filler-paragraph: Armand Barbes was born at Guadaloupe in the year 1809: his father was a medical practitioner in that island. The person of Barbes is said to be singularly elegant and commanding; and his bearing truly befitting the generosity and nobility of his nature. [422, 1058, 558, 1089]
filler-paragraph: Armand Barbes was born at Guadaloupe in the year 1809: his father was a medical practitioner in that island. The person of Barbes is said to be singularly elegant and commanding; and his bearing truly befitting the generosity and nobility of his nature. [284, 2033, 415, 2064]
filler-paragraph: From the slop-workers of the eastern parts of London I now come to consider the condition of the male and female operatives employed in making the clothes for the army, navy, police, railway, convict, and post-office servants. The contractors pay their hands so low that the poor creatures are compelled to toil far into the night, and yet cannot earn a sufficiency to provide themselves with the common necessaries of life. [10, 874, 140, 924]
poem-line: Win scorn, as flames draw air, [13, 57, 85, 64]
filler-paragraph: Courtesy.—The hand of a gentleman is always ready for the hand of a fellow-man in distress. [284, 2218, 415, 2231]
filler-paragraph: Armand Barbes was born at Guadaloupe in the year 1809: his father was a medical practitioner in that island. The person of Barbes is said to be singularly elegant and commanding; and his bearing truly befitting the generosity and nobility of his nature. [10, 1148, 140, 1180]
filler-paragraph: From the slop-workers of the eastern parts of London I now come to consider the condition of the male and female operatives employed in making the clothes for the army, navy, police, railway, convict, and post-office servants. The contractors pay their hands so low that the poor creatures are compelled to toil far into the night, and yet cannot earn a sufficiency to provide themselves with the common necessaries of life. [564, 889, 737, 926]
filler-paragraph: Having described, and exposed the injustice and evil effects of the taxes on paper and advertisements in the February No. of the Review, the Editor this month takes up the most important of the 'Taxes on Knowledge'—the Penny Stamp on Newspapers; and traces the history of that tax from the times of its first imposition in the reign of Queen Anne, down to the passing of the law of 1836, by which the stamp was reduced from fourpence to one penny. The next article exposes the wholesale robbery perpetrated by our irresponsible rulers, under cover of what is called 'Indirect Taxation.' [147, 433, 278, 501]
filler-paragraph: Lovers of Liberty.—Americans boast of their love of liberty; and they have it in abundance—for themselves. [564, 708, 737, 721]
filler-paragraph: From the slop-workers of the eastern parts of London I now come to consider the condition of the male and female operatives employed in making the clothes for the army, navy, police, railway, convict, and post-office servants. The contractors pay their hands so low that the poor creatures are compelled to toil far into the night, and yet cannot earn a sufficiency to provide themselves with the common necessaries of life. [284, 1759, 415, 1808]
article-body: more important fact, that in reality the wealth-producers pays the rich man's taxes as well as his own, inasmuch as rents and profits are directly or indirectly furnished from the wealth produced by the toilers; when a cheap and honest press shall have fully enlightened the millions as to these matters, it will be time for those who fatten on the public spoil to set their houses in order, and retire decently while they may do so with impunity. [147, 29, 278, 89]
filler-paragraph: Economy.—A penny saved is a penny earned. [16, 1347, 114, 1354]
filler-paragraph: Armand Barbes was born at Guadaloupe in the year 1809: his father was a medical practitioner in that island. The person of Barbes is said to be singularly elegant and commanding; and his bearing truly befitting the generosity and nobility of his nature. [284, 1695, 415, 1726]
poem-line: Have reason to lead? [288, 1320, 337, 1327]
filler-paragraph: Lovers of Liberty.—Americans boast of their love of liberty; and they have it in abundance—for themselves. [422, 233, 558, 246]
variety-item: Wisdom.—The best way to know God is to love many things. [570, 126, 716, 133]
filler-paragraph: Courtesy.—The hand of a gentleman is always ready for the hand of a fellow-man in distress. [284, 1541, 415, 1554]
filler-paragraph: Courtesy.—The hand of a gentleman is always ready for the hand of a fellow-man in distress. [284, 1270, 415, 1282]
article-source-note: (Continued from the Morning Chronicle.) [445, 40, 534, 46]
filler-paragraph: From the slop-workers of the eastern parts of London I now come to consider the condition of the male and female operatives employed in making the clothes for the army, navy, police, railway, convict, and post-office servants. The contractors pay their hands so low that the poor creatures are compelled to toil far into the night, and yet cannot earn a sufficiency to provide themselves with the common necessaries of life. [10, 1551, 140, 1600]
filler-paragraph: From the slop-workers of the eastern parts of London I now come to consider the condition of the male and female operatives employed in making the clothes for the army, navy, police, railway, convict, and post-office servants. The contractors pay their hands so low that the poor creatures are compelled to toil far into the night, and yet cannot earn a sufficiency to provide themselves with the common necessaries of life. [564, 625, 737, 662]
poem-line: May very truly say [13, 188, 58, 195]
filler-paragraph: more important fact, that in reality the wealth-producers pays the rich man's taxes as well as his own, inasmuch as rents and profits are directly or indirectly furnished from the wealth produced by the toilers; when a cheap and honest press shall have fully enlightened the millions as to these matters, it will be time for those who fatten on the public spoil to set their houses in order, and retire decently while they may do so with impunity. [422, 343, 558, 393]
filler-paragraph: Having described, and exposed the injustice and evil effects of the taxes on paper and advertisements in the February No. of the Review, the Editor this month takes up the most important of the 'Taxes on Knowledge'—the Penny Stamp on Newspapers; and traces the history of that tax from the times of its first imposition in the reign of Queen Anne, down to the passing of the law of 1836, by which the stamp was reduced from fourpence to one penny. The next article exposes the wholesale robbery perpetrated by our irresponsible rulers, under cover of what is called 'Indirect Taxation.' [147, 1110, 278, 1178]
filler-paragraph: Wisdom.—The best way to know God is to love many things. [147, 420, 278, 433]
masthead [11, 8, 737, 27]
filler-paragraph: Lovers of Liberty.—Americans boast of their love of liberty; and they have it in abundance—for themselves. [564, 444, 737, 457]
filler-paragraph: Lovers of Liberty.—Americans boast of their love of liberty; and they have it in abundance—for themselves. [147, 724, 278, 737]
section-heading-reviews: Reviews. [50, 218, 100, 234]
filler-paragraph: Armand Barbes was born at Guadaloupe in the year 1809: his father was a medical practitioner in that island. The person of Barbes is said to be singularly elegant and commanding; and his bearing truly befitting the generosity and nobility of his nature. [422, 726, 558, 757]
filler-paragraph: Having described, and exposed the injustice and evil effects of the taxes on paper and advertisements in the February No. of the Review, the Editor this month takes up the most important of the 'Taxes on Knowledge'—the Penny Stamp on Newspapers; and traces the history of that tax from the times of its first imposition in the reign of Queen Anne, down to the passing of the law of 1836, by which the stamp was reduced from fourpence to one penny. The next article exposes the wholesale robbery perpetrated by our irresponsible rulers, under cover of what is called 'Indirect Taxation.' [564, 749, 737, 799]
filler-paragraph: Armand Barbes was born at Guadaloupe in the year 1809: his father was a medical practitioner in that island. The person of Barbes is said to be singularly elegant and commanding; and his bearing truly befitting the generosity and nobility of his nature. [284, 409, 415, 440]
filler-paragraph: Wisdom.—The best way to know God is to love many things. [570, 742, 702, 749]
review-subtitle: Edited by G. Julian Harney. No. 10. March. London: J. Watson, 3, Queen's-head Passage, Paternoster-row. [16, 256, 134, 269]
filler-paragraph: Courtesy.—The hand of a gentleman is always ready for the hand of a fellow-man in distress. [564, 722, 737, 734]
filler-paragraph: Liberty.—To be a Man is at all times in all countries, a title to liberty: and he who dare not claim it has no right to the name of a Man. [284, 899, 415, 917]
poem-line: The kingliest crown's a crown of thorn! [13, 124, 106, 131]
filler-paragraph: Liberty.—To be a Man is at all times in all countries, a title to liberty: and he who dare not claim it has no right to the name of a Man. [284, 222, 415, 241]
filler-paragraph: Proof of satisfaction with regard to existing institutions. If you really wish us to believe that there is a desire in the national breast for reform, you must agitate until the present murmuring shall have swollen into a deafening clamour. 'Very good, my lord,' answers the deputation. [147, 1261, 278, 1292]
filler-paragraph: Economy.—A penny saved is a penny earned. [291, 945, 389, 951]
filler-paragraph: Liberty.—To be a Man is at all times in all countries, a title to liberty: and he who dare not claim it has no right to the name of a Man. [284, 1237, 415, 1256]
poem-title: A LAY FOR LORD GREY. [32, 145, 119, 152]
poem-line: Our cooks from—all know where. [13, 175, 94, 182]
filler-paragraph: Courtesy.—The hand of a gentleman is always ready for the hand of a fellow-man in distress. [147, 1076, 278, 1088]
filler-paragraph: Wisdom.—The best way to know God is to love many things. [284, 2239, 415, 2251]
filler-paragraph: Proof of satisfaction with regard to existing institutions. If you really wish us to believe that there is a desire in the national breast for reform, you must agitate until the present murmuring shall have swollen into a deafening clamour. 'Very good, my lord,' answers the deputation. [422, 1090, 558, 1121]
filler-paragraph: Wisdom.—The best way to know God is to love many things. [422, 599, 558, 612]
filler-paragraph: Wisdom.—The best way to know God is to love many things. [147, 758, 278, 771]
filler-paragraph: Proof of satisfaction with regard to existing institutions. If you really wish us to believe that there is a desire in the national breast for reform, you must agitate until the present murmuring shall have swollen into a deafening clamour. 'Very good, my lord,' answers the deputation. [284, 779, 415, 809]
filler-paragraph: From the slop-workers of the eastern parts of London I now come to consider the condition of the male and female operatives employed in making the clothes for the army, navy, police, railway, convict, and post-office servants. The contractors pay their hands so low that the poor creatures are compelled to toil far into the night, and yet cannot earn a sufficiency to provide themselves with the common necessaries of life. [284, 472, 415, 522]
filler-paragraph: Having described, and exposed the injustice and evil effects of the taxes on paper and advertisements in the February No. of the Review, the Editor this month takes up the most important of the 'Taxes on Knowledge'—the Penny Stamp on Newspapers; and traces the history of that tax from the times of its first imposition in the reign of Queen Anne, down to the passing of the law of 1836, by which the stamp was reduced from fourpence to one penny. The next article exposes the wholesale robbery perpetrated by our irresponsible rulers, under cover of what is called 'Indirect Taxation.' [564, 485, 737, 535]
poem-line: They'll mind their masters, [288, 1347, 351, 1354]
filler-paragraph: Liberty.—To be a Man is at all times in all countries, a title to liberty: and he who dare not claim it has no right to the name of a Man. [10, 624, 140, 643]
filler-paragraph: A Hint for Mr. Barry.—We can tell Mr. Barry how to finish the Houses of Parliament 'on the cheap.' That portion which was first built is already said to be in a state of partial dilapidation; so that if Mr. Barry continues his present system of delay, he will be enabled to complete the roof by means of the ruins of the beginning. [422, 840, 558, 877]
poem-title: THE KINGLIEST CROWN. [30, 41, 120, 48]
poem-body [10, 50, 140, 139]
filler-paragraph: A Hint for Mr. Barry.—We can tell Mr. Barry how to finish the Houses of Parliament 'on the cheap.' That portion which was first built is already said to be in a state of partial dilapidation; so that if Mr. Barry continues his present system of delay, he will be enabled to complete the roof by means of the ruins of the beginning. [10, 924, 140, 961]
filler-paragraph: Armand Barbes was born at Guadaloupe in the year 1809: his father was a medical practitioner in that island. The person of Barbes is said to be singularly elegant and commanding; and his bearing truly befitting the generosity and nobility of his nature. [564, 573, 737, 598]
poem-line: What do they do, who want distressing, [288, 1307, 381, 1314]
